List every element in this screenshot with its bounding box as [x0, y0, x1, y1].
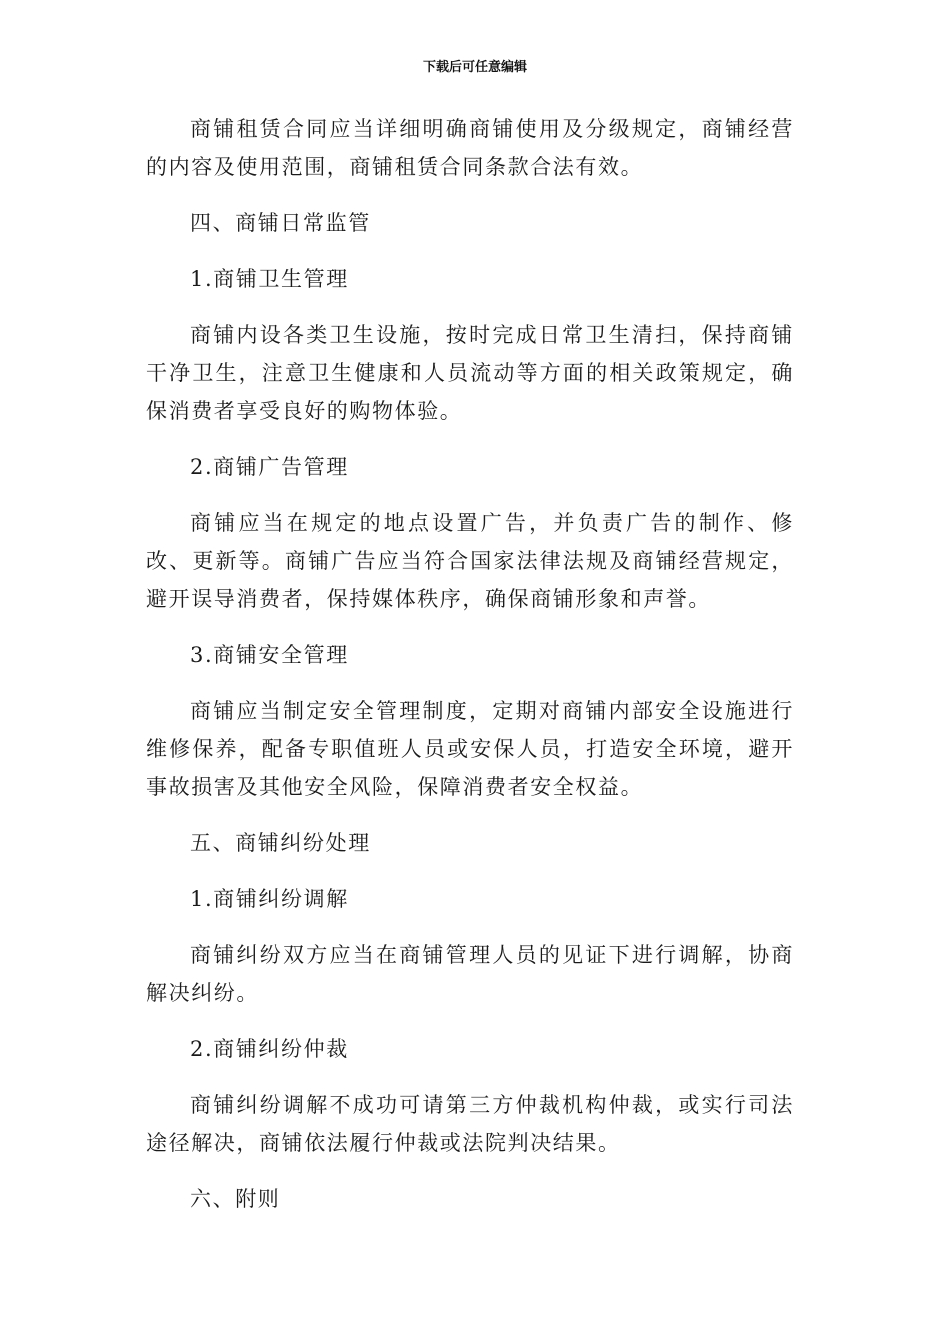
- paragraph-hygiene: 商铺内设各类卫生设施，按时完成日常卫生清扫，保持商铺干净卫生，注意卫生健康和人员流动等方面的相关政策规定，确保消费者享受良好的购物体验。: [146, 323, 794, 423]
- page-header: 下载后可任意编辑: [422, 60, 527, 75]
- section-heading-appendix: 六、附则: [190, 1187, 281, 1211]
- section-heading-daily-supervision: 四、商铺日常监管: [190, 211, 371, 235]
- paragraph-mediation: 商铺纠纷双方应当在商铺管理人员的见证下进行调解，协商解决纠纷。: [146, 943, 794, 1005]
- subheading-dispute-mediation: 1.商铺纠纷调解: [190, 887, 349, 911]
- document-body: [146, 110, 794, 1236]
- subheading-dispute-arbitration: 2.商铺纠纷仲裁: [190, 1037, 349, 1061]
- section-heading-dispute-handling: 五、商铺纠纷处理: [190, 831, 371, 855]
- paragraph-advertising: 商铺应当在规定的地点设置广告，并负责广告的制作、修改、更新等。商铺广告应当符合国家法律法规及商铺经营规定，避开误导消费者，保持媒体秩序，确保商铺形象和声誉。: [146, 511, 794, 611]
- subheading-hygiene-management: 1.商铺卫生管理: [190, 267, 349, 291]
- paragraph-arbitration: 商铺纠纷调解不成功可请第三方仲裁机构仲裁，或实行司法途径解决，商铺依法履行仲裁或法院判决结果。: [146, 1093, 794, 1155]
- paragraph-lease-contract: 商铺租赁合同应当详细明确商铺使用及分级规定，商铺经营的内容及使用范围，商铺租赁合同条款合法有效。: [146, 117, 794, 179]
- subheading-safety-management: 3.商铺安全管理: [190, 643, 349, 667]
- paragraph-safety: 商铺应当制定安全管理制度，定期对商铺内部安全设施进行维修保养，配备专职值班人员或安保人员，打造安全环境，避开事故损害及其他安全风险，保障消费者安全权益。: [146, 699, 794, 799]
- subheading-advertising-management: 2.商铺广告管理: [190, 455, 349, 479]
